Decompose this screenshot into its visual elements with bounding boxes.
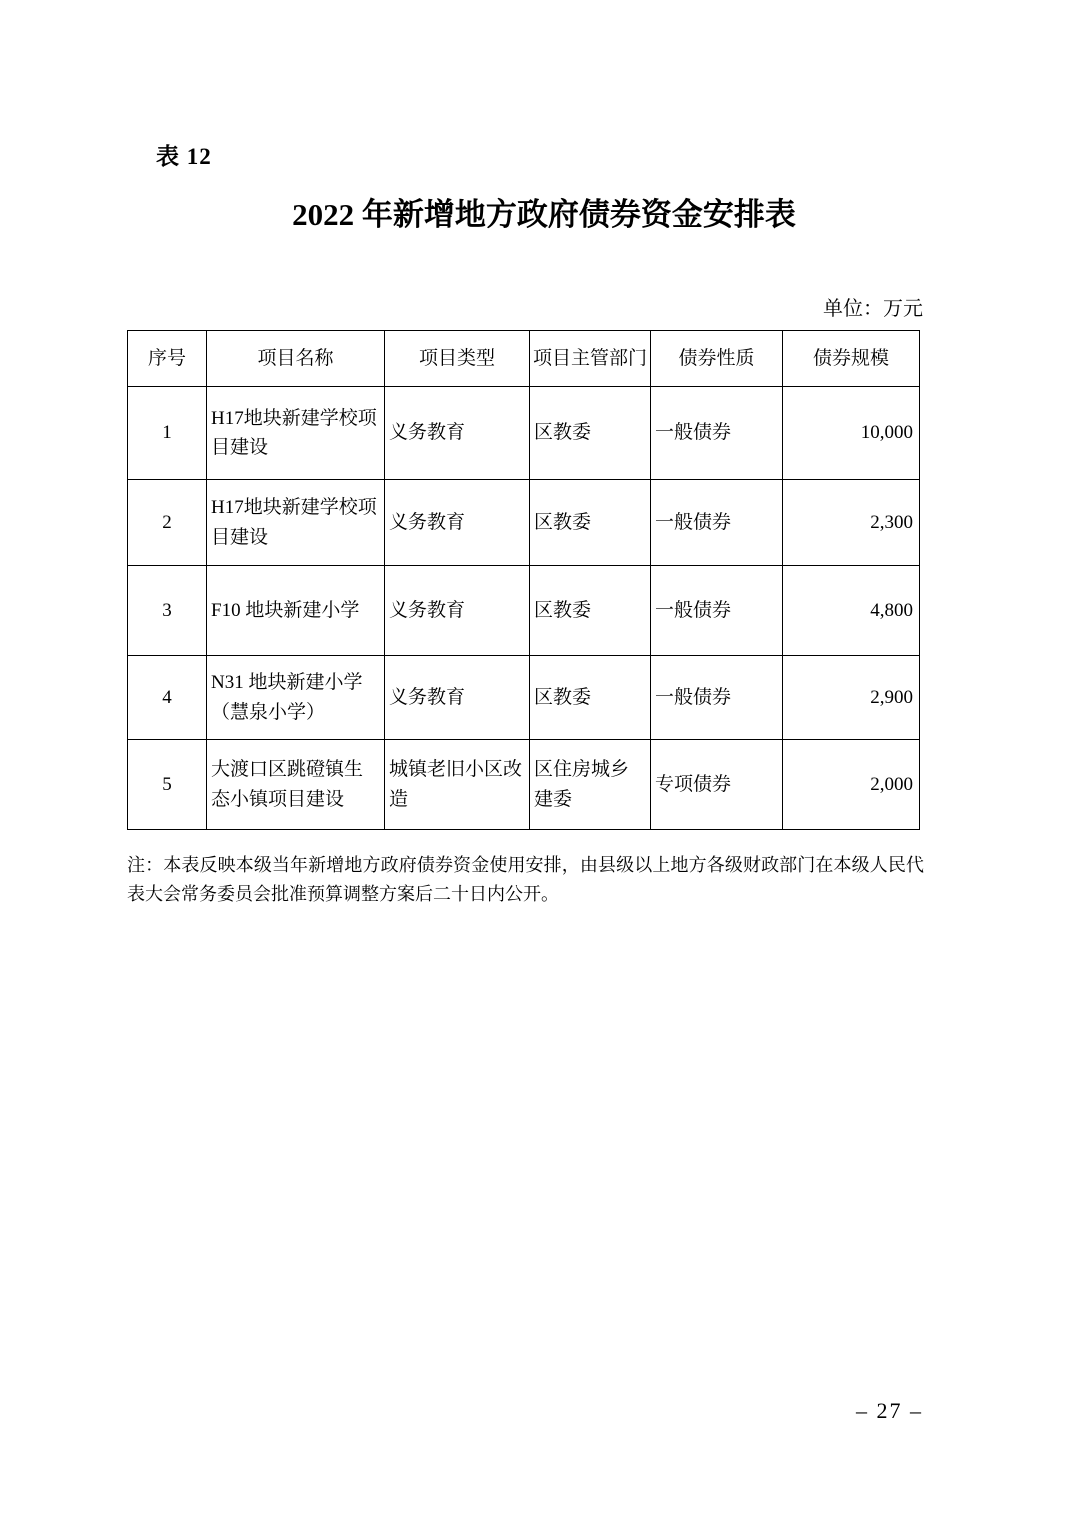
column-header-scale: 债券规模 [783, 331, 920, 387]
cell-nature: 一般债券 [651, 566, 783, 656]
cell-name: 大渡口区跳磴镇生态小镇项目建设 [207, 740, 385, 830]
cell-scale: 2,000 [783, 740, 920, 830]
table-row [128, 480, 920, 566]
cell-scale: 4,800 [783, 566, 920, 656]
cell-dept: 区教委 [530, 387, 651, 480]
cell-type: 义务教育 [385, 656, 530, 740]
cell-scale: 2,300 [783, 480, 920, 566]
column-header-seq: 序号 [128, 331, 207, 387]
bond-funds-table [127, 330, 920, 830]
cell-seq: 4 [128, 656, 207, 740]
cell-type: 义务教育 [385, 566, 530, 656]
cell-name: H17地块新建学校项目建设 [207, 387, 385, 480]
cell-name: N31 地块新建小学（慧泉小学） [207, 656, 385, 740]
cell-seq: 5 [128, 740, 207, 830]
cell-dept: 区教委 [530, 480, 651, 566]
cell-seq: 2 [128, 480, 207, 566]
column-header-name: 项目名称 [207, 331, 385, 387]
cell-nature: 专项债券 [651, 740, 783, 830]
cell-type: 义务教育 [385, 387, 530, 480]
column-header-type: 项目类型 [385, 331, 530, 387]
cell-name: F10 地块新建小学 [207, 566, 385, 656]
cell-name: H17地块新建学校项目建设 [207, 480, 385, 566]
column-header-dept: 项目主管部门 [530, 331, 651, 387]
table-row [128, 656, 920, 740]
page-title: 2022 年新增地方政府债券资金安排表 [292, 197, 796, 232]
cell-dept: 区教委 [530, 656, 651, 740]
cell-seq: 1 [128, 387, 207, 480]
cell-seq: 3 [128, 566, 207, 656]
column-header-nature: 债券性质 [651, 331, 783, 387]
cell-nature: 一般债券 [651, 656, 783, 740]
cell-type: 城镇老旧小区改造 [385, 740, 530, 830]
cell-type: 义务教育 [385, 480, 530, 566]
header-row [128, 331, 920, 387]
table-row [128, 740, 920, 830]
cell-dept: 区住房城乡建委 [530, 740, 651, 830]
table-row [128, 387, 920, 480]
cell-scale: 2,900 [783, 656, 920, 740]
unit-label: 单位：万元 [823, 298, 923, 320]
table-note: 注：本表反映本级当年新增地方政府债券资金使用安排，由县级以上地方各级财政部门在本级人民代表大会常务委员会批准预算调整方案后二十日内公开。 [127, 855, 924, 905]
cell-dept: 区教委 [530, 566, 651, 656]
page-number: – 27 – [856, 1398, 923, 1423]
cell-nature: 一般债券 [651, 480, 783, 566]
cell-scale: 10,000 [783, 387, 920, 480]
cell-nature: 一般债券 [651, 387, 783, 480]
table-label: 表 12 [156, 144, 212, 169]
table-row [128, 566, 920, 656]
